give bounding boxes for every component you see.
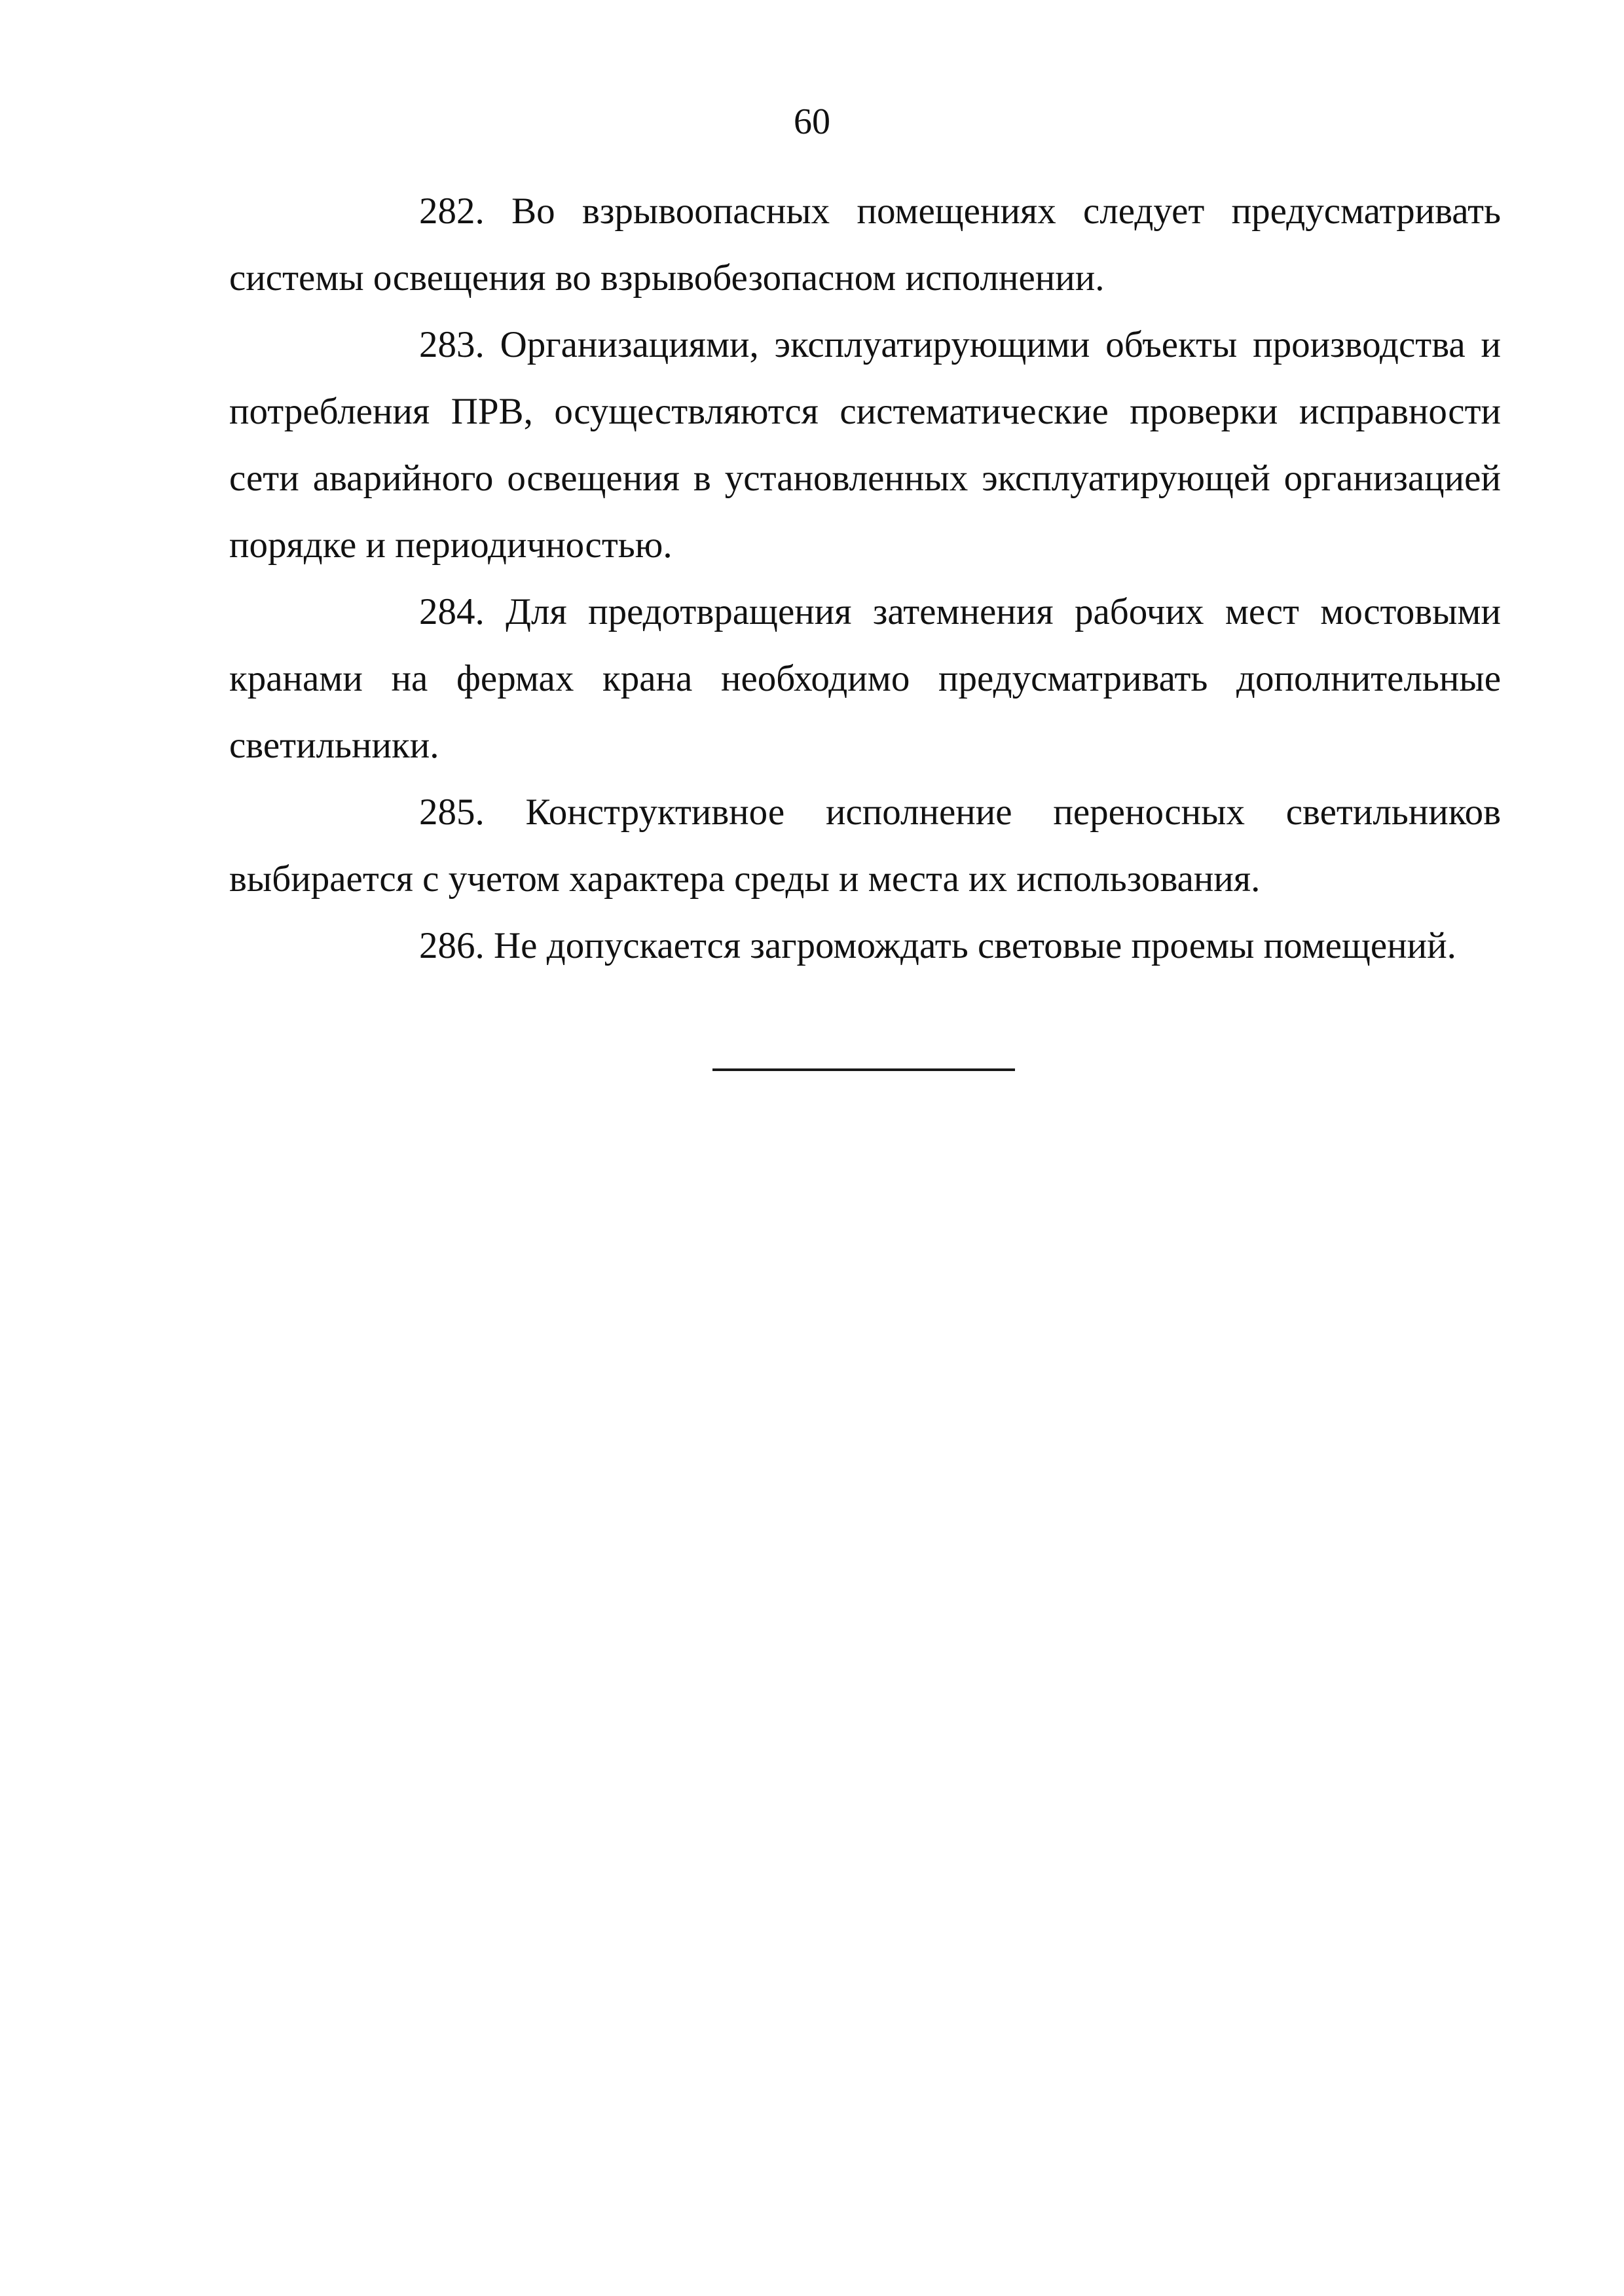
end-divider [712,1068,1015,1071]
page-number: 60 [794,101,830,142]
paragraph-number: 282. [419,191,485,232]
paragraph-text: Для предотвращения затемнения рабочих мест мостовыми кранами на фермах крана необходимо предусматривать дополнительные светильники. [229,591,1501,766]
paragraph-text: Организациями, эксплуатирующими объекты производства и потребления ПРВ, осуществляются систематические проверки исправности сети аварийного освещения в установленных эксплуатирующей организацией порядке и периодичностью. [229,324,1502,566]
paragraph-text: Во взрывоопасных помещениях следует предусматривать системы освещения во взрывобезопасном исполнении. [229,191,1502,299]
paragraph-text: Не допускается загромождать световые проемы помещений. [494,925,1456,966]
paragraph-number: 285. [419,792,485,833]
paragraph-285 [229,779,1501,913]
paragraph-number: 284. [419,591,485,632]
document-body [229,178,1501,979]
paragraph-number: 286. [419,925,485,966]
paragraph-text: Конструктивное исполнение переносных светильников выбирается с учетом характера среды и места их использования. [229,792,1502,900]
paragraph-284 [229,579,1501,779]
paragraph-number: 283. [419,324,485,365]
paragraph-282 [229,178,1501,312]
paragraph-286 [229,913,1501,979]
paragraph-283 [229,312,1501,579]
